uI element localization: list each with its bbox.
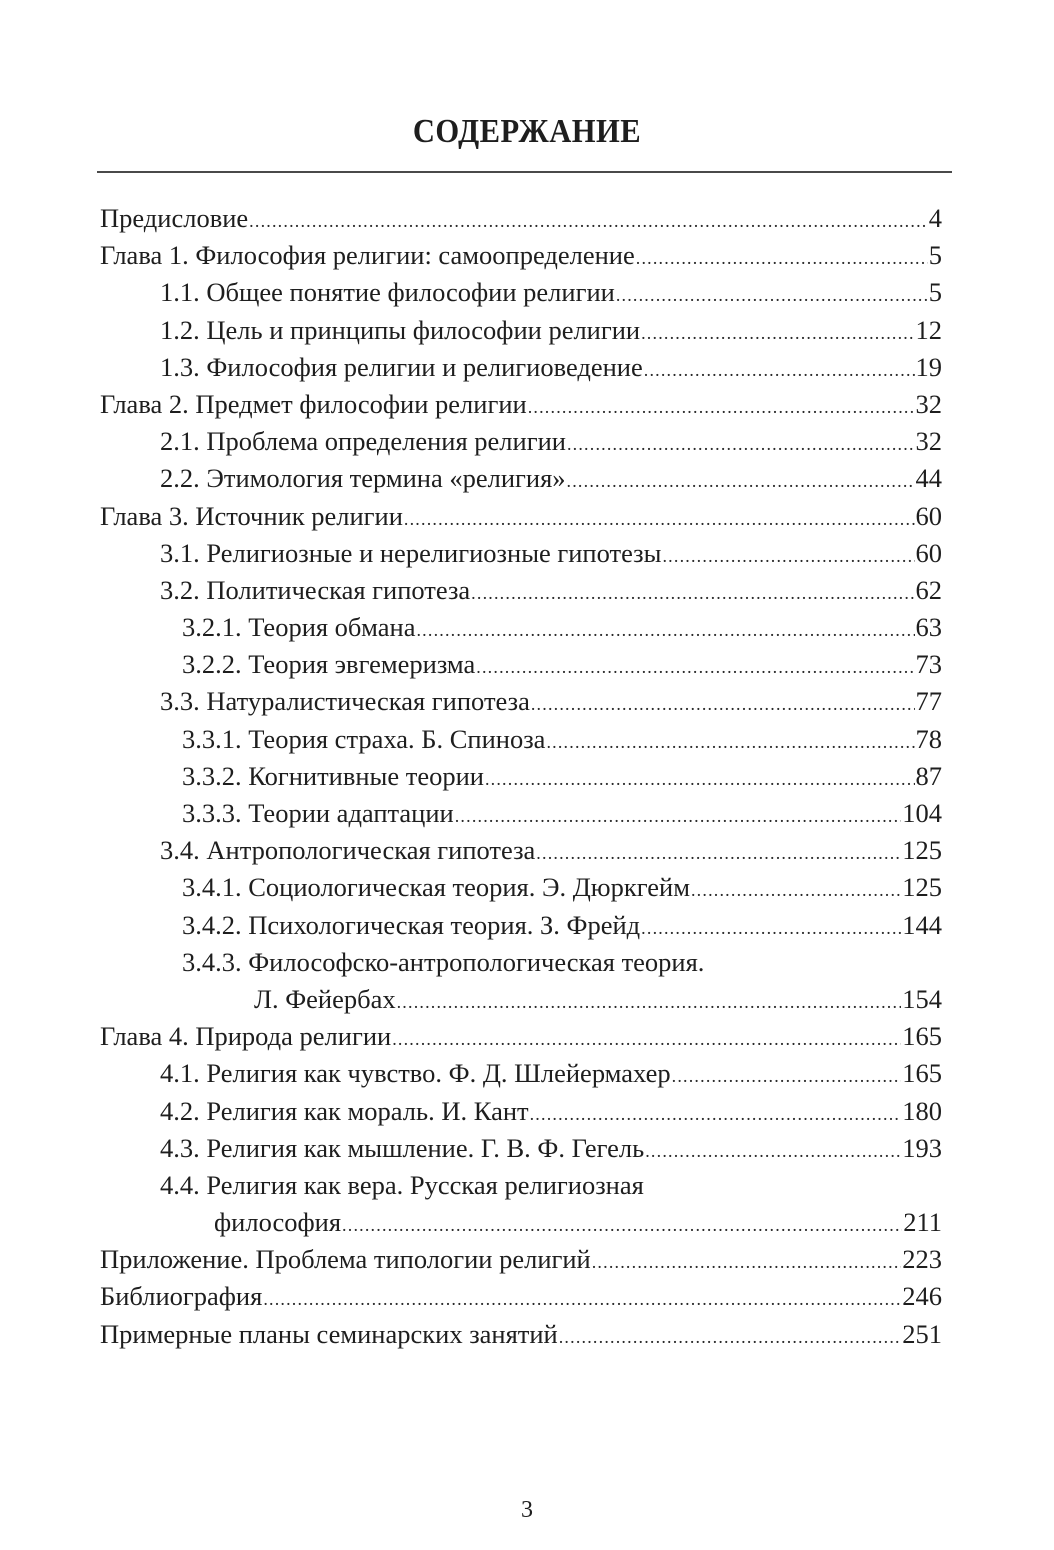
toc-entry[interactable] (100, 795, 942, 832)
toc-entry-title: 4.2. Религия как мораль. И. Кант (160, 1095, 529, 1126)
toc-entry[interactable] (100, 498, 942, 535)
dot-leader (641, 910, 901, 944)
dot-leader (530, 1096, 902, 1130)
toc-entry-page: 73 (915, 649, 942, 680)
dot-leader (546, 724, 914, 758)
toc-entry-title: 3.4.2. Психологическая теория. З. Фрейд (182, 909, 641, 940)
toc-entry-title: Предисловие (100, 203, 249, 233)
dot-leader (263, 1281, 901, 1315)
toc-entry-title: 3.3.3. Теории адаптации (182, 798, 454, 828)
toc-entry[interactable] (100, 386, 942, 423)
toc-entry-page: 193 (902, 1132, 942, 1163)
dot-leader (567, 463, 915, 497)
dot-leader (592, 1244, 902, 1278)
toc-entry-title: Глава 2. Предмет философии религии (100, 388, 527, 419)
toc-entry[interactable] (100, 1316, 942, 1353)
toc-entry[interactable] (100, 869, 942, 906)
toc-entry-title: Библиография (100, 1281, 263, 1312)
toc-entry-continuation[interactable] (100, 981, 942, 1018)
toc-entry-page: 60 (915, 500, 942, 531)
toc-entry-title: 3.3.2. Когнитивные теории (182, 760, 484, 791)
toc-entry-page: 154 (902, 983, 942, 1014)
toc-entry-title: 1.1. Общее понятие философии религии (160, 277, 615, 308)
toc-entry-page: 60 (915, 537, 942, 568)
toc-entry-page: 180 (902, 1095, 942, 1126)
dot-leader (616, 277, 928, 311)
toc-entry-title: 3.1. Религиозные и нерелигиозные гипотезы (160, 537, 662, 568)
toc-entry-title: 3.4.1. Социологическая теория. Э. Дюркгейм (182, 872, 690, 903)
toc-entry-title: 3.3.1. Теория страха. Б. Спиноза (182, 723, 546, 754)
dot-leader (645, 1133, 901, 1167)
dot-leader (644, 352, 915, 386)
page-title: СОДЕРЖАНИЕ (412, 113, 642, 150)
toc-entry[interactable] (100, 758, 942, 795)
toc-entry-title: Глава 1. Философия религии: самоопределение (100, 240, 635, 271)
toc-entry-title: 4.3. Религия как мышление. Г. В. Ф. Гегель (160, 1132, 645, 1163)
table-of-contents (100, 200, 942, 1353)
toc-entry-page: 5 (928, 277, 942, 308)
toc-entry-page: 125 (902, 872, 942, 903)
page-number: 3 (521, 1497, 533, 1523)
toc-entry-page: 77 (915, 686, 942, 717)
toc-entry-page: 251 (902, 1318, 942, 1349)
toc-entry[interactable] (100, 237, 942, 274)
toc-entry-page: 5 (928, 240, 942, 271)
toc-entry[interactable] (100, 572, 942, 609)
toc-entry[interactable] (100, 907, 942, 944)
toc-entry-page: 44 (915, 463, 942, 494)
toc-entry-title: 2.2. Этимология термина «религия» (160, 463, 566, 494)
toc-entry-page: 223 (902, 1244, 942, 1275)
toc-entry-title: Приложение. Проблема типологии религий (100, 1244, 591, 1275)
toc-entry-page: 104 (902, 798, 942, 828)
toc-entry[interactable] (100, 683, 942, 720)
toc-entry-title: 2.1. Проблема определения религии (160, 426, 566, 457)
dot-leader (691, 872, 901, 906)
toc-entry-title: 4.4. Религия как вера. Русская религиозная (160, 1169, 644, 1200)
toc-entry[interactable] (100, 1130, 942, 1167)
dot-leader (249, 203, 928, 237)
toc-entry-page: 78 (915, 723, 942, 754)
toc-entry-title: 3.2. Политическая гипотеза (160, 574, 471, 605)
toc-entry-continuation[interactable] (100, 1204, 942, 1241)
toc-entry-page: 87 (915, 760, 942, 791)
toc-entry[interactable] (100, 721, 942, 758)
dot-leader (531, 686, 915, 720)
dot-leader (392, 1021, 901, 1055)
toc-entry[interactable] (100, 1018, 942, 1055)
toc-entry-page: 12 (915, 314, 942, 345)
toc-entry-title: Примерные планы семинарских занятий (100, 1318, 558, 1349)
toc-entry[interactable] (100, 200, 942, 237)
toc-entry-title: 3.4.3. Философско-антропологическая теория. (182, 946, 705, 977)
dot-leader (342, 1207, 902, 1241)
toc-entry[interactable] (100, 832, 942, 869)
toc-entry-title: 3.2.1. Теория обмана (182, 612, 416, 643)
dot-leader (471, 575, 914, 609)
toc-entry-page: 32 (915, 426, 942, 457)
toc-entry-title: 3.4. Антропологическая гипотеза (160, 835, 536, 866)
toc-entry[interactable] (100, 1055, 942, 1092)
toc-entry[interactable] (100, 1278, 942, 1315)
dot-leader (641, 315, 914, 349)
toc-entry[interactable] (100, 1241, 942, 1278)
dot-leader (528, 389, 915, 423)
toc-entry-page: 125 (902, 835, 942, 866)
dot-leader (485, 761, 915, 795)
toc-entry-page: 32 (915, 388, 942, 419)
toc-entry-title: Глава 4. Природа религии (100, 1021, 392, 1052)
dot-leader (536, 835, 901, 869)
toc-entry[interactable] (100, 460, 942, 497)
toc-entry[interactable] (100, 349, 942, 386)
toc-entry-title: 1.3. Философия религии и религиоведение (160, 351, 643, 382)
dot-leader (559, 1319, 902, 1353)
toc-entry[interactable] (100, 944, 942, 981)
toc-entry-page: 211 (903, 1207, 942, 1238)
toc-entry-page: 62 (915, 574, 942, 605)
dot-leader (416, 612, 914, 646)
toc-entry-page: 144 (902, 909, 942, 940)
toc-entry[interactable] (100, 312, 942, 349)
dot-leader (567, 426, 915, 460)
toc-entry-page: 4 (928, 203, 942, 233)
toc-entry[interactable] (100, 1093, 942, 1130)
toc-entry-title-continuation: Л. Фейербах (254, 983, 396, 1014)
dot-leader (662, 538, 914, 572)
toc-entry-title: 4.1. Религия как чувство. Ф. Д. Шлейермахер (160, 1058, 671, 1089)
dot-leader (455, 798, 902, 832)
toc-entry-title: Глава 3. Источник религии (100, 500, 403, 531)
dot-leader (672, 1058, 902, 1092)
dot-leader (476, 649, 914, 683)
toc-entry-title: 3.3. Натуралистическая гипотеза (160, 686, 530, 717)
dot-leader (636, 240, 928, 274)
toc-entry-page: 63 (915, 612, 942, 643)
toc-entry-title: 3.2.2. Теория эвгемеризма (182, 649, 476, 680)
dot-leader (397, 984, 902, 1018)
toc-entry[interactable] (100, 646, 942, 683)
toc-entry[interactable] (100, 535, 942, 572)
toc-entry-page: 165 (902, 1058, 942, 1089)
dot-leader (404, 501, 915, 535)
title-divider (97, 171, 952, 173)
toc-entry[interactable] (100, 609, 942, 646)
toc-entry-page: 246 (902, 1281, 942, 1312)
toc-entry[interactable] (100, 1167, 942, 1204)
toc-entry-title-continuation: философия (214, 1207, 342, 1238)
toc-entry-page: 165 (902, 1021, 942, 1052)
toc-entry[interactable] (100, 423, 942, 460)
toc-entry-page: 19 (915, 351, 942, 382)
toc-entry[interactable] (100, 274, 942, 311)
toc-entry-title: 1.2. Цель и принципы философии религии (160, 314, 641, 345)
